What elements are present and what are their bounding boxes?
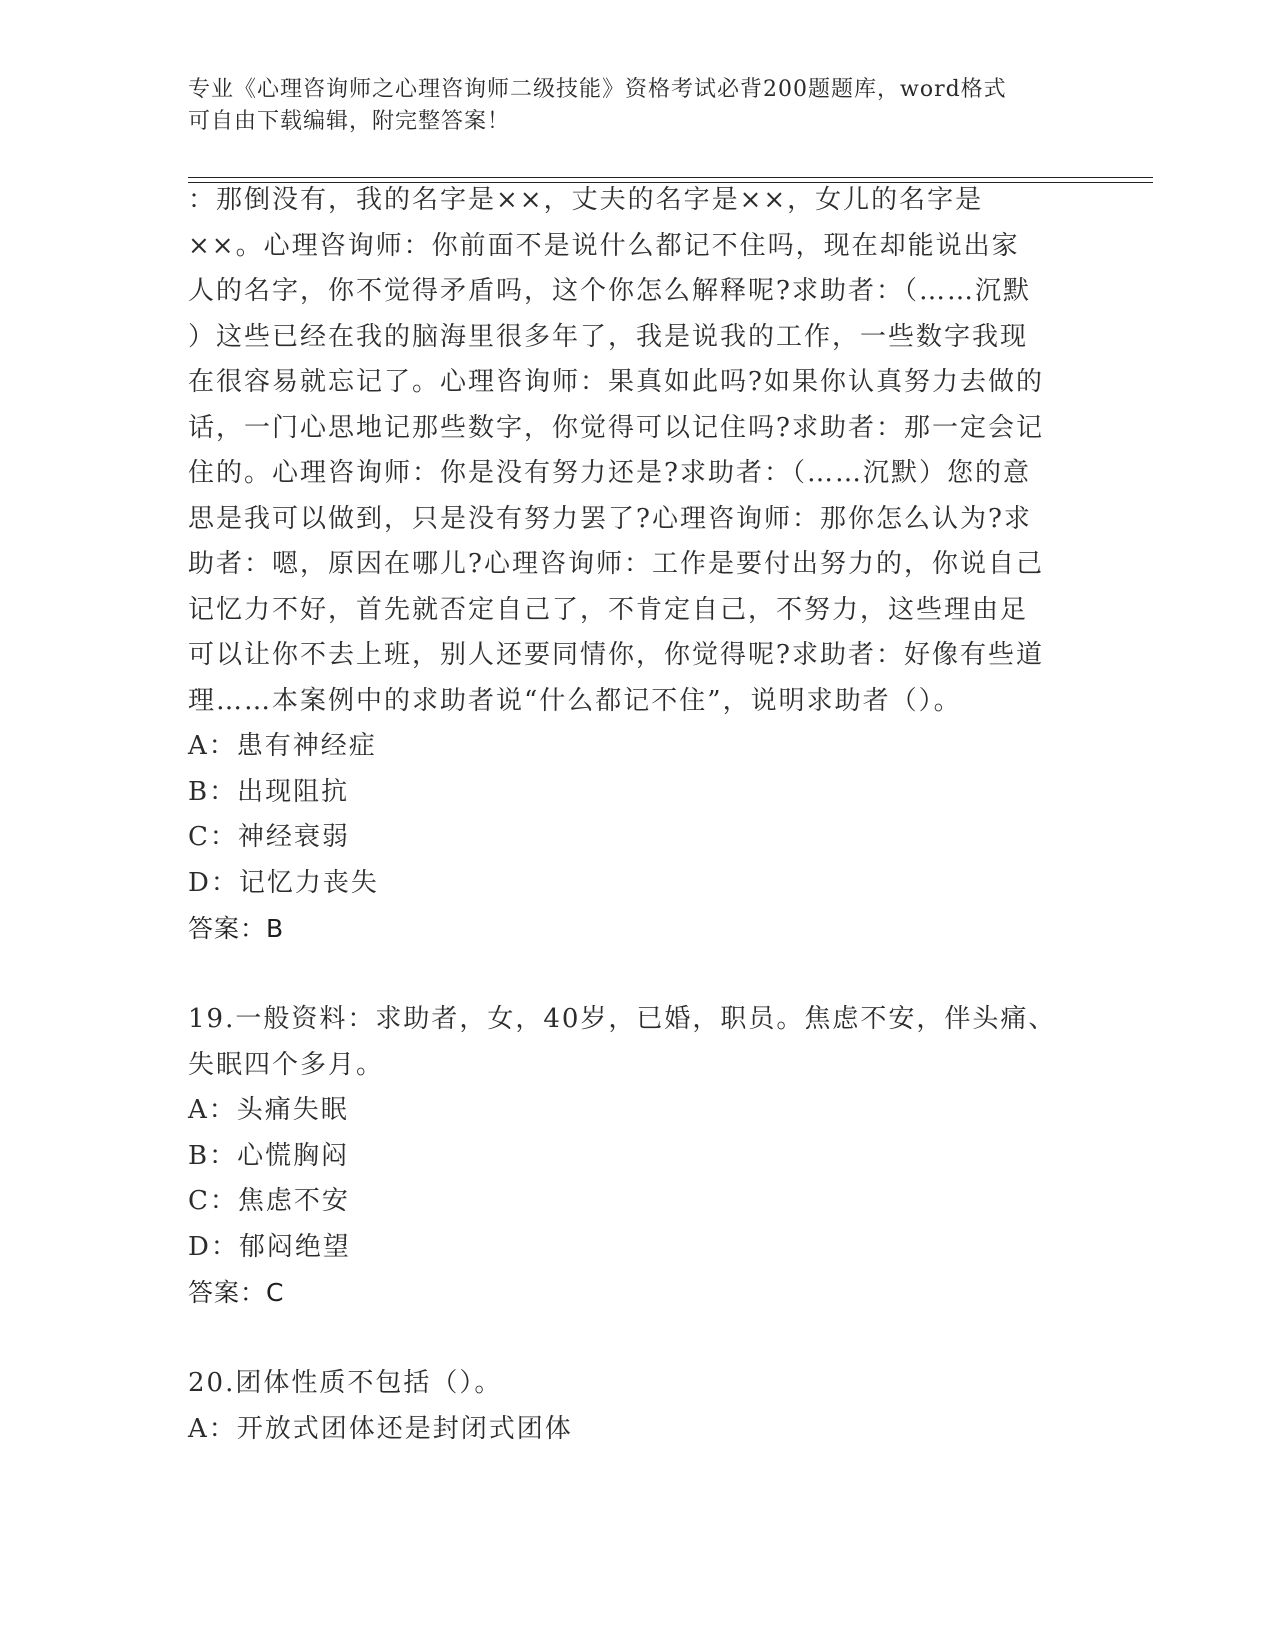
text-line: 住的。心理咨询师：你是没有努力还是?求助者：（……沉默）您的意 <box>188 458 1031 488</box>
text-line: 失眠四个多月。 <box>188 1049 385 1080</box>
option-a: A：患有神经症 <box>188 731 377 761</box>
option-b: B：出现阻抗 <box>188 776 350 807</box>
text-line: 人的名字，你不觉得矛盾吗，这个你怎么解释呢?求助者：（……沉默 <box>188 276 1031 306</box>
question-19-text <box>188 997 1088 1088</box>
answer-line: 答案：C <box>188 1278 285 1307</box>
document-body <box>188 178 1088 1452</box>
option-a: A：头痛失眠 <box>188 1095 349 1125</box>
option-b: B：心慌胸闷 <box>188 1140 350 1171</box>
text-line: ）这些已经在我的脑海里很多年了，我是说我的工作，一些数字我现 <box>188 321 1029 352</box>
text-line: 记忆力不好，首先就否定自己了，不肯定自己，不努力，这些理由足 <box>188 594 1029 625</box>
header-line-1: 专业《心理咨询师之心理咨询师二级技能》资格考试必背200题题库，word格式 <box>188 77 1007 102</box>
text-line: 在很容易就忘记了。心理咨询师：果真如此吗?如果你认真努力去做的 <box>188 367 1044 397</box>
answer-line: 答案：B <box>188 914 285 943</box>
question-20 <box>188 1361 1088 1452</box>
text-line: 19.一般资料：求助者，女，40岁，已婚，职员。焦虑不安，伴头痛、 <box>188 1004 1057 1034</box>
option-a: A：开放式团体还是封闭式团体 <box>188 1413 573 1444</box>
header-line-2: 可自由下载编辑，附完整答案！ <box>188 109 511 134</box>
document-header <box>188 74 1088 138</box>
option-d: D：郁闷绝望 <box>188 1231 351 1262</box>
text-line: 理……本案例中的求助者说“什么都记不住”，说明求助者（）。 <box>188 685 962 716</box>
option-c: C：焦虑不安 <box>188 1186 350 1216</box>
question-spacer <box>188 952 1088 997</box>
text-line: 可以让你不去上班，别人还要同情你，你觉得呢?求助者：好像有些道 <box>188 640 1044 670</box>
question-18-text <box>188 178 1088 724</box>
option-d: D：记忆力丧失 <box>188 867 379 898</box>
text-line: 助者：嗯，原因在哪儿?心理咨询师：工作是要付出努力的，你说自己 <box>188 549 1044 579</box>
text-line: 20.团体性质不包括（）。 <box>188 1368 503 1398</box>
question-spacer <box>188 1316 1088 1361</box>
question-18 <box>188 178 1088 952</box>
text-line: 思是我可以做到，只是没有努力罢了?心理咨询师：那你怎么认为?求 <box>188 503 1032 534</box>
text-line: ××。心理咨询师：你前面不是说什么都记不住吗，现在却能说出家 <box>188 230 1020 261</box>
option-c: C：神经衰弱 <box>188 822 350 852</box>
question-20-text <box>188 1361 1088 1407</box>
text-line: 话，一门心思地记那些数字，你觉得可以记住吗?求助者：那一定会记 <box>188 412 1044 443</box>
question-19 <box>188 997 1088 1316</box>
text-line: ：那倒没有，我的名字是××，丈夫的名字是××，女儿的名字是 <box>188 185 984 215</box>
